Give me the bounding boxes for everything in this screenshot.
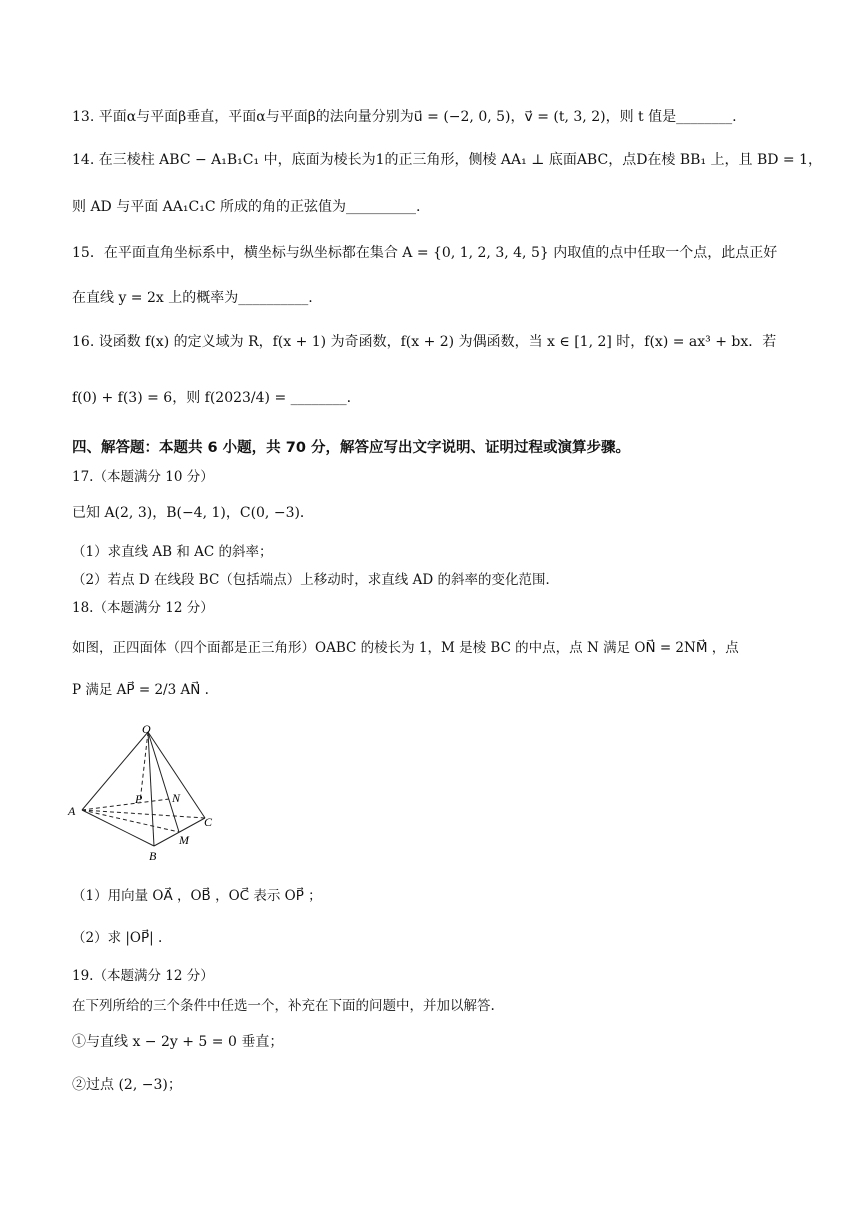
q13: 13. 平面α与平面β垂直，平面α与平面β的法向量分别为u⃗ = (−2, 0, 5)，v⃗ = (t, 3, 2)，则 t 值是________. [72,109,737,125]
section-heading: 四、解答题：本题共 6 小题，共 70 分，解答应写出文字说明、证明过程或演算步骤。 [72,440,630,456]
edge-AC-hidden [82,810,205,818]
tetrahedron-figure [62,722,242,872]
q19-condition-2: ②过点 (2, −3)； [72,1077,182,1093]
label-M: M [179,833,189,847]
q15-line2: 在直线 y = 2x 上的概率为__________. [72,290,313,306]
label-N: N [172,791,181,805]
label-B: B [149,849,157,863]
segment-AN-hidden [82,799,169,810]
q14-line2: 则 AD 与平面 AA₁C₁C 所成的角的正弦值为__________. [72,199,421,215]
q18-part2: （2）求 |OP⃗| . [72,930,163,946]
q16-line2: f(0) + f(3) = 6，则 f(2023/4) = ________. [72,390,352,406]
q18-part1: （1）用向量 OA⃗ ，OB⃗ ，OC⃗ 表示 OP⃗ ； [72,888,322,904]
q18-text1: 如图，正四面体（四个面都是正三角形）OABC 的棱长为 1，M 是棱 BC 的中点，点 N 满足 ON⃗ = 2NM⃗ ，点 [72,640,739,656]
q19-intro: 在下列所给的三个条件中任选一个，补充在下面的问题中，并加以解答. [72,998,495,1014]
edge-OC [148,732,205,818]
segment-AM-hidden [82,810,179,832]
q18-header: 18.（本题满分 12 分） [72,600,214,616]
q14-line1: 14. 在三棱柱 ABC − A₁B₁C₁ 中，底面为棱长为1的正三角形，侧棱 AA₁ ⊥ 底面ABC，点D在棱 BB₁ 上，且 BD = 1， [72,152,823,168]
q15-line1: 15．在平面直角坐标系中，横坐标与纵坐标都在集合 A = {0, 1, 2, 3, 4, 5} 内取值的点中任取一个点，此点正好 [72,245,778,261]
q17-header: 17.（本题满分 10 分） [72,469,214,485]
label-C: C [204,815,213,829]
label-A: A [68,804,76,818]
q17-part1: （1）求直线 AB 和 AC 的斜率； [72,544,273,560]
q19-condition-1: ①与直线 x − 2y + 5 = 0 垂直； [72,1034,284,1050]
q17-given: 已知 A(2, 3)，B(−4, 1)，C(0, −3)． [72,505,314,521]
edge-AB [82,810,154,846]
q18-text2: P 满足 AP⃗ = 2/3 AN⃗ . [72,682,209,698]
label-P: P [135,792,143,806]
q16-line1: 16. 设函数 f(x) 的定义域为 R，f(x + 1) 为奇函数，f(x + 2) 为偶函数，当 x ∈ [1, 2] 时，f(x) = ax³ + bx．若 [72,334,777,350]
q17-part2: （2）若点 D 在线段 BC（包括端点）上移动时，求直线 AD 的斜率的变化范围． [72,572,559,588]
q19-header: 19.（本题满分 12 分） [72,968,214,984]
label-O: O [142,722,151,736]
